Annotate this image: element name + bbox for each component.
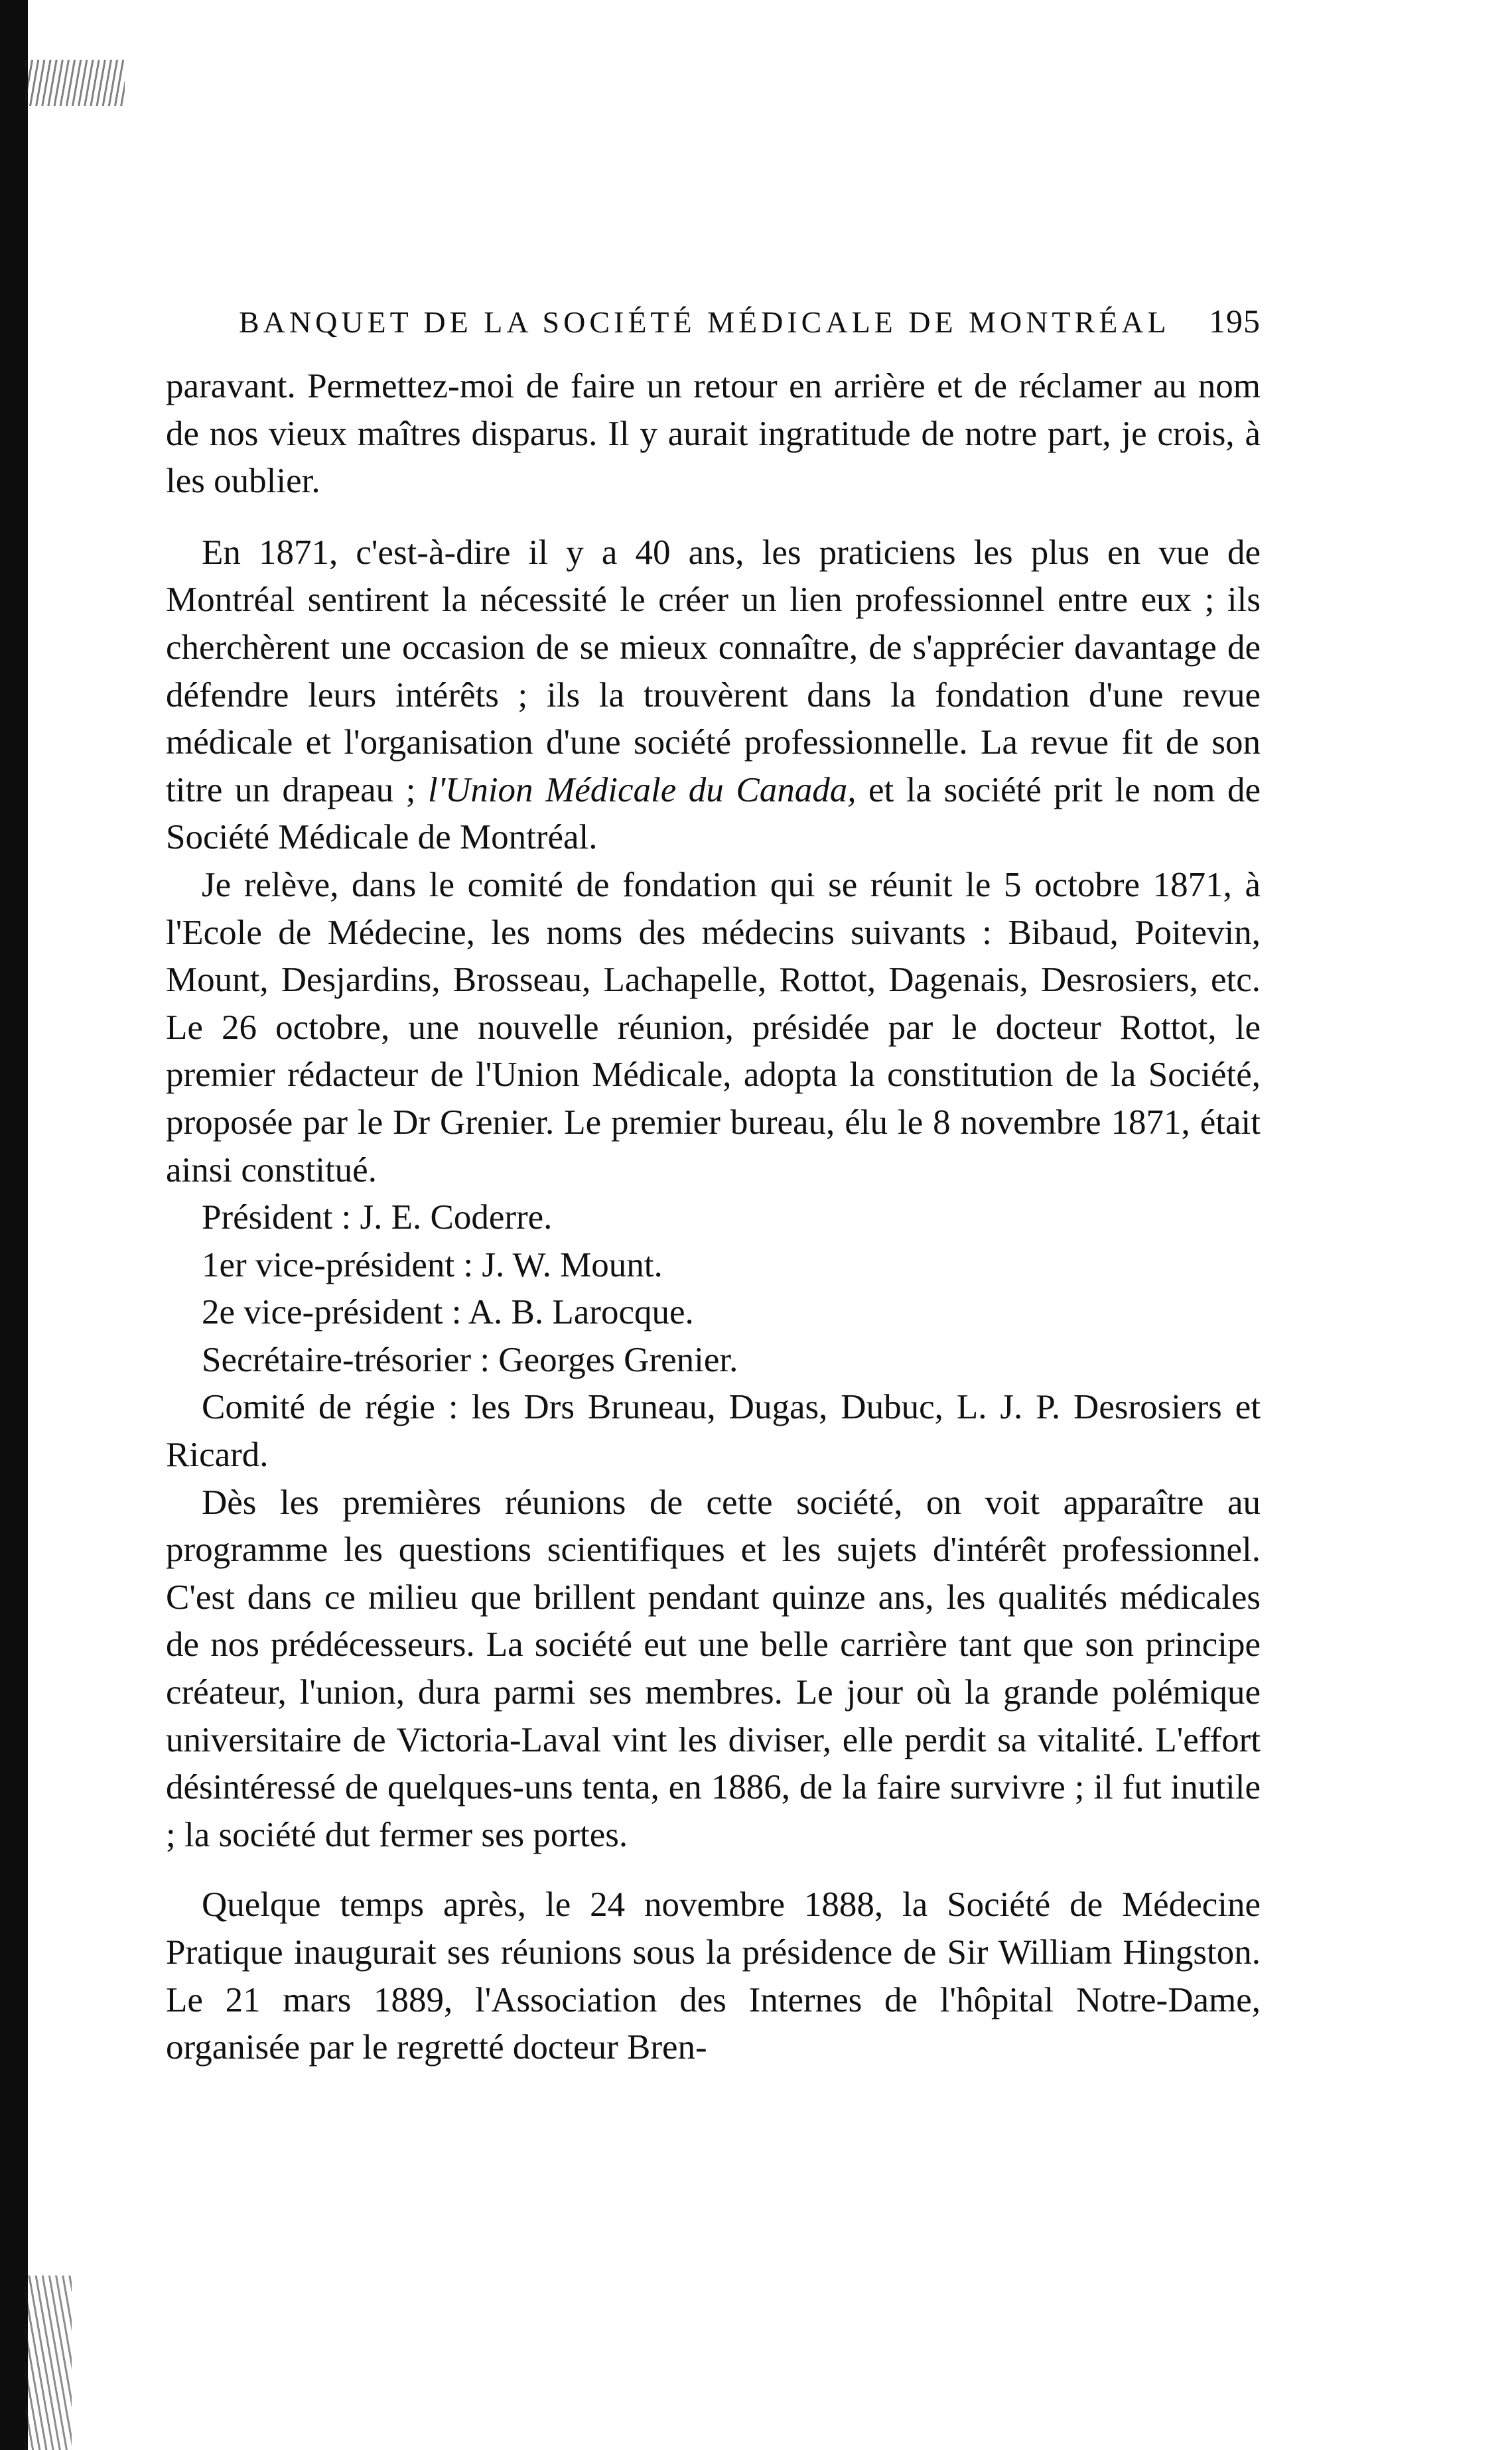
paragraph-2 <box>166 529 1261 862</box>
body-text <box>166 363 1261 2072</box>
paragraph-3: Je relève, dans le comité de fondation qui se réunit le 5 octobre 1871, à l'Ecole de Médecine, les noms des médecins suivants : Bibaud, Poitevin, Mount, Desjardins, Brosseau, Lachapelle, Rottot, Dagenais, Desrosiers, etc. Le 26 octobre, une nouvelle réunion, présidée par le docteur Rottot, le premier rédacteur de l'Union Médicale, adopta la constitution de la Société, proposée par le Dr Grenier. Le premier bureau, élu le 8 novembre 1871, était ainsi constitué. <box>166 865 1261 1190</box>
running-head <box>239 302 1261 340</box>
officer-line: Secrétaire-trésorier : Georges Grenier. <box>202 1340 738 1379</box>
paragraph-4: Dès les premières réunions de cette société, on voit apparaître au programme les questions scientifiques et les sujets d'intérêt professionnel. C'est dans ce milieu que brillent pendant quinze ans, les qualités médicales de nos prédécesseurs. La société eut une belle carrière tant que son principe créateur, l'union, dura parmi ses membres. Le jour où la grande polémique universitaire de Victoria-Laval vint les diviser, elle perdit sa vitalité. L'effort désintéressé de quelques-uns tenta, en 1886, de la faire survivre ; il fut inutile ; la société dut fermer ses portes. <box>166 1483 1261 1854</box>
book-page <box>166 302 1261 2072</box>
paragraph-1: paravant. Permettez-moi de faire un retour en arrière et de réclamer au nom de nos vieux maîtres disparus. Il y aurait ingratitude de notre part, je crois, à les oublier. <box>166 367 1261 501</box>
officer-line: 2e vice-président : A. B. Larocque. <box>202 1293 694 1332</box>
running-title: BANQUET DE LA SOCIÉTÉ MÉDICALE DE MONTRÉAL <box>239 305 1170 339</box>
scan-edge-shadow <box>0 0 28 2450</box>
scan-edge-artifact-top <box>25 60 125 106</box>
officer-line: Comité de régie : les Drs Bruneau, Dugas, Dubuc, L. J. P. Desrosiers et Ricard. <box>166 1388 1261 1475</box>
paragraph-5: Quelque temps après, le 24 novembre 1888, la Société de Médecine Pratique inaugurait ses réunions sous la présidence de Sir William Hingston. Le 21 mars 1889, l'Association des Internes de l'hôpital Notre-Dame, organisée par le regretté docteur Bren- <box>166 1885 1261 2067</box>
page-number: 195 <box>1209 303 1261 340</box>
officer-line: 1er vice-président : J. W. Mount. <box>202 1245 663 1284</box>
paragraph-2-text: En 1871, c'est-à-dire il y a 40 ans, les praticiens les plus en vue de Montréal sentirent la nécessité le créer un lien professionnel entre eux ; ils cherchèrent une occasion de se mieux connaître, de s'apprécier davantage de défendre leurs intérêts ; ils la trouvèrent dans la fondation d'une revue médicale et l'organisation d'une société professionnelle. La revue fit de son titre un drapeau ; <box>166 533 1261 809</box>
scan-edge-artifact-bottom <box>25 2276 72 2450</box>
paragraph-2-end: et la société prit le nom de Société Médicale de Montréal. <box>166 770 1261 857</box>
officer-line: Président : J. E. Coderre. <box>202 1198 553 1237</box>
journal-title: l'Union Médicale du Canada, <box>427 770 857 809</box>
